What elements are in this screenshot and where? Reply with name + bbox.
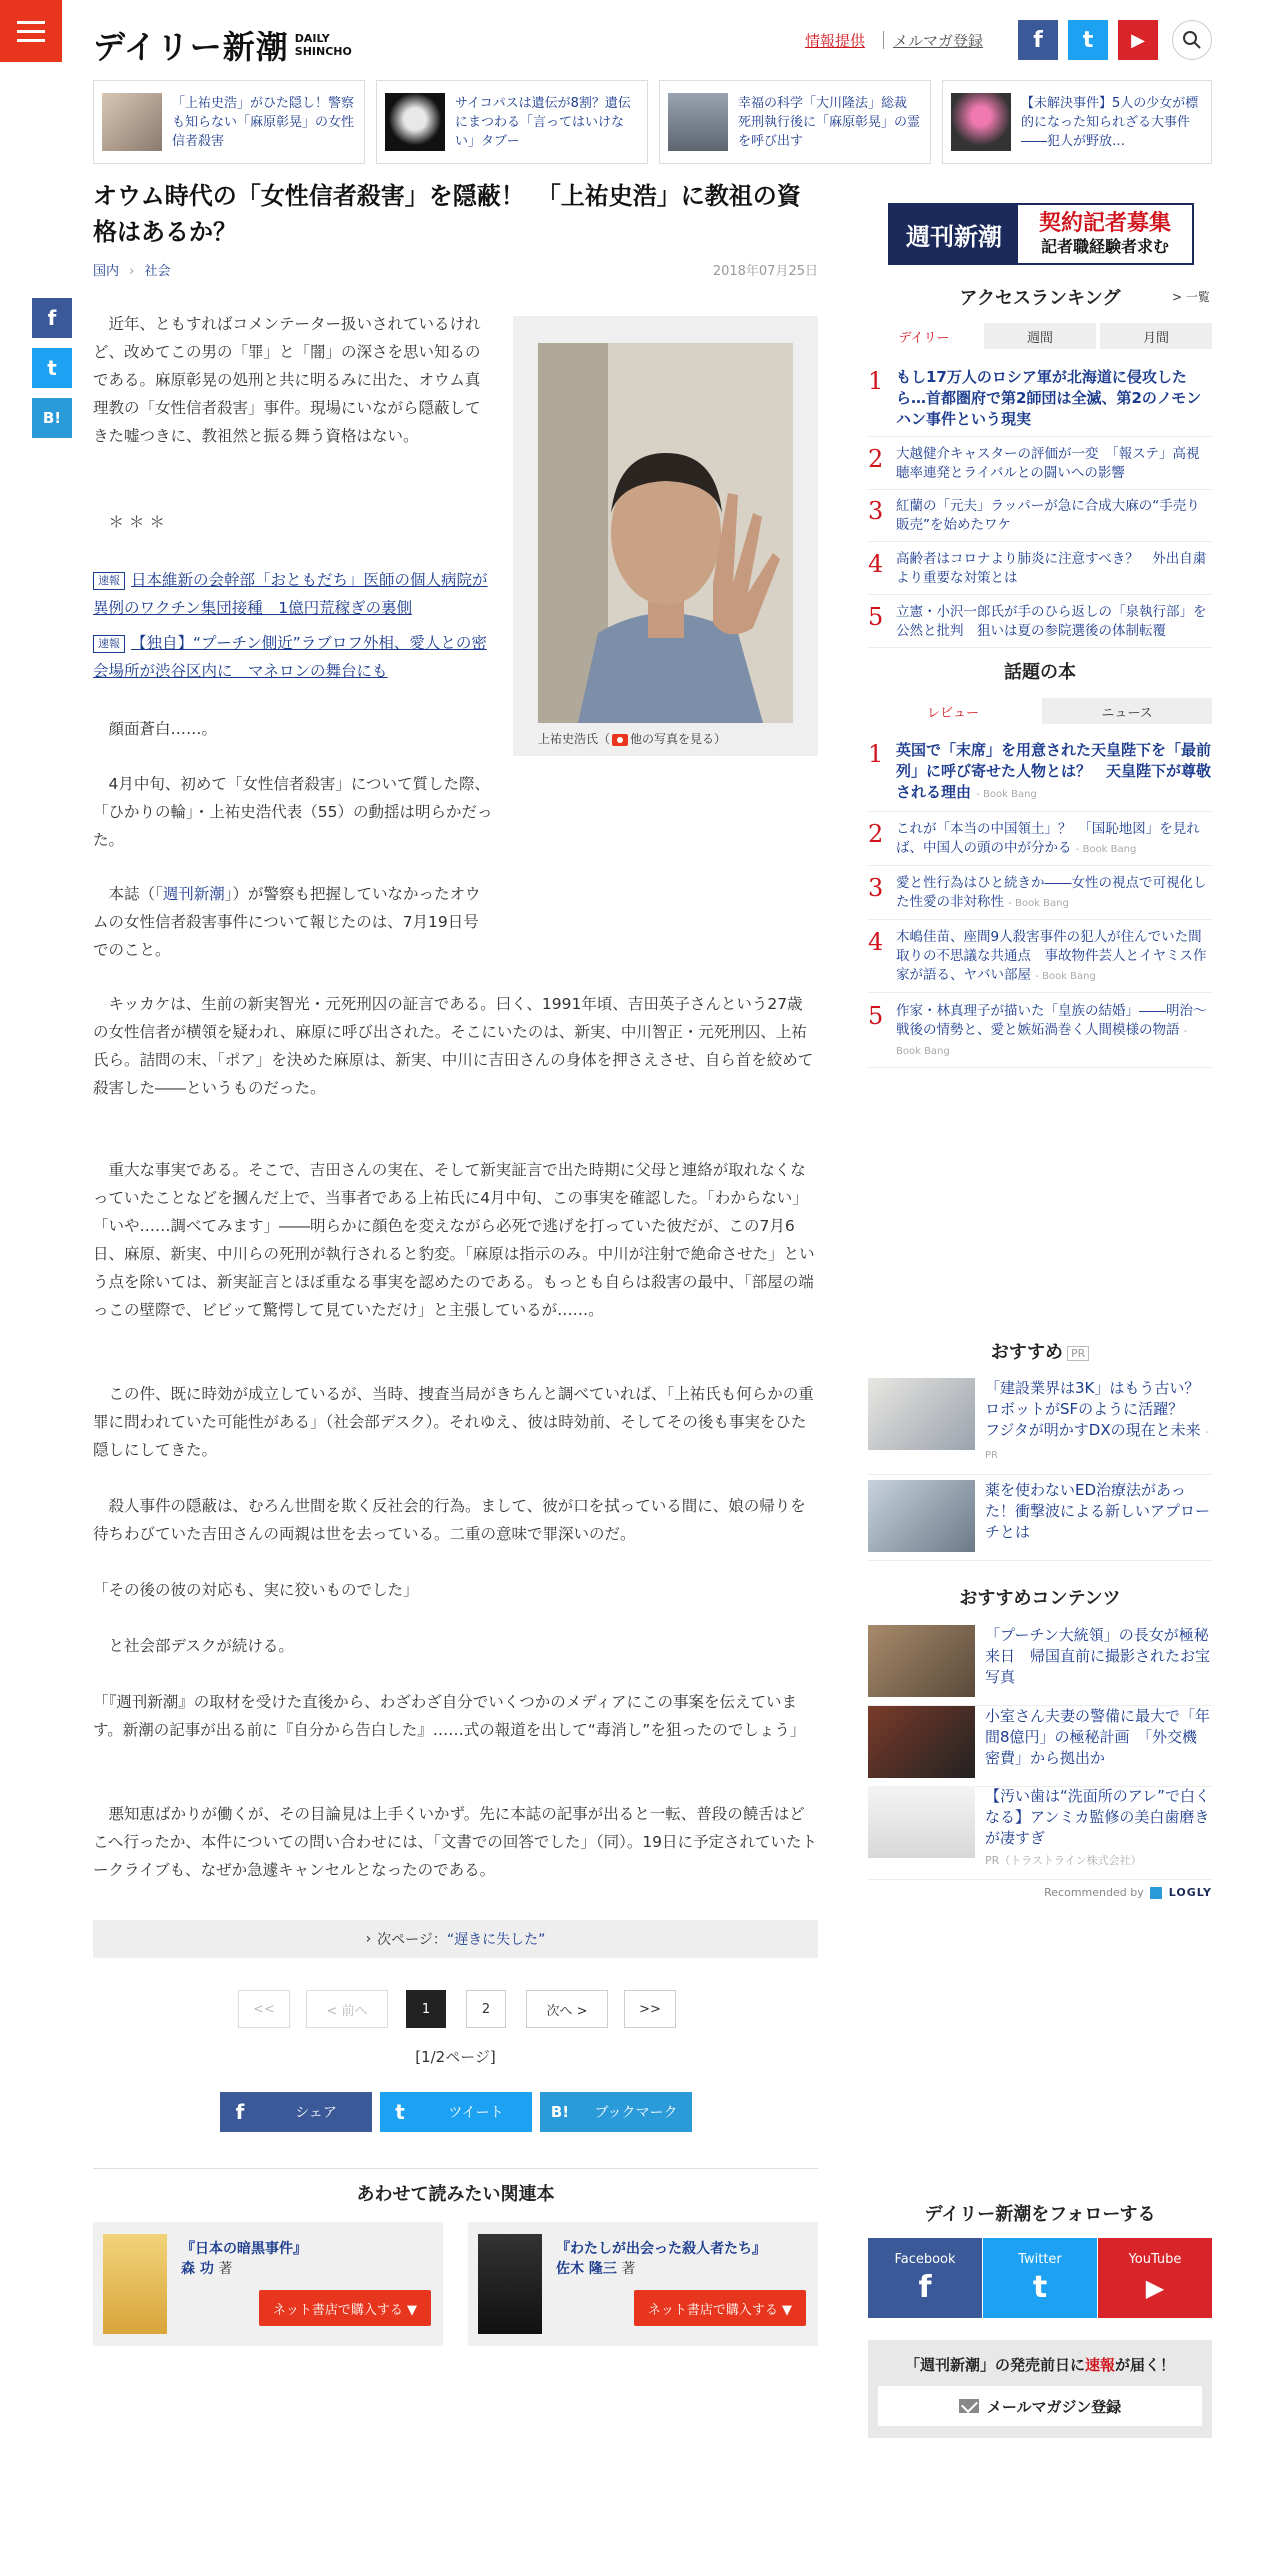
facebook-share-icon[interactable]: f xyxy=(32,298,72,338)
content-text: 小室さん夫妻の警備に最大で「年間8億円」の極秘計画 「外交機密費」から拠出か xyxy=(985,1707,1211,1767)
content-text: 「プーチン大統領」の長女が極秘来日 帰国直前に撮影されたお宝写真 xyxy=(985,1626,1211,1686)
book-item-text: 愛と性行為はひと続きか――女性の視点で可視化した性愛の非対称性 xyxy=(896,875,1207,910)
recommend-title-text: おすすめ xyxy=(990,1342,1063,1363)
search-button[interactable] xyxy=(1172,20,1212,60)
featured-thumbnail xyxy=(385,93,445,151)
ranking-title: アクセスランキング xyxy=(959,288,1121,309)
recommend-item[interactable] xyxy=(868,1480,1212,1561)
follow-label: YouTube xyxy=(1128,2251,1182,2267)
recommend-thumbnail xyxy=(868,1378,975,1450)
source-tag: - Book Bang xyxy=(896,1026,1188,1057)
article-paragraph: 悪知恵ばかりが働くが、その目論見は上手くいかず。先に本誌の記事が出ると一転、普段の饒舌はどこへ行ったか、本件についての問い合わせには、「文書での回答でした」（同）。19日に予定されていたトークライブも、なぜか急遽キャンセルとなったのである。 xyxy=(93,1805,818,1879)
facebook-icon: f xyxy=(235,2100,245,2124)
rank-number: 4 xyxy=(868,550,884,578)
article-paragraph: と社会部デスクが続ける。 xyxy=(108,1637,294,1655)
content-thumbnail xyxy=(868,1786,975,1858)
author-suffix: 著 xyxy=(218,2261,233,2277)
recruit-banner[interactable] xyxy=(888,203,1194,265)
follow-facebook[interactable] xyxy=(868,2238,982,2318)
book-item-title xyxy=(896,874,1212,913)
article-quote: 「『週刊新潮』の取材を受けた直後から、わざわざ自分でいくつかのメディアにこの事案を伝えています。新潮の記事が出る前に『自分から告白した』……式の報道を出して“毒消し”を狙ったのでしょう」 xyxy=(93,1693,806,1739)
book-cover[interactable] xyxy=(103,2234,167,2334)
related-book-card xyxy=(93,2222,443,2346)
page-count: [1/2ページ] xyxy=(415,2048,496,2066)
follow-label: Twitter xyxy=(1018,2251,1062,2267)
breaking-news-link[interactable]: 日本維新の会幹部「おともだち」医師の個人病院が異例のワクチン集団接種 1億円荒稼ぎの裏側 xyxy=(93,571,488,617)
newsletter-signup-button[interactable] xyxy=(878,2386,1202,2426)
paragraph-text: 」）が警察も把握していなかったオウムの女性信者殺害事件について報じたのは、7月19日号でのこと。 xyxy=(93,885,481,959)
tab-review[interactable]: レビュー xyxy=(868,698,1038,724)
featured-title: 「上祐史浩」がひた隠し！警察も知らない「麻原彰晃」の女性信者殺害 xyxy=(172,95,355,149)
pr-badge: PR xyxy=(1067,1346,1089,1361)
menu-line xyxy=(17,30,45,33)
recruit-headline: 契約記者募集 xyxy=(1038,211,1171,236)
breadcrumb-domestic[interactable]: 国内 xyxy=(93,264,120,279)
pager-next[interactable]: 次へ > xyxy=(526,1990,608,2028)
book-author xyxy=(181,2258,232,2278)
chevron-right-icon: › xyxy=(129,264,135,279)
ranking-item[interactable] xyxy=(868,445,1212,490)
pager-prev[interactable]: < 前へ xyxy=(306,1990,388,2028)
recruit-brand: 週刊新潮 xyxy=(890,205,1018,263)
youtube-icon[interactable]: ▶ xyxy=(1118,20,1158,60)
featured-title: 幸福の科学「大川隆法」総裁 死刑執行後に「麻原彰晃」の霊を呼び出す xyxy=(738,95,921,149)
featured-card[interactable] xyxy=(93,80,365,164)
facebook-share-button[interactable] xyxy=(220,2092,372,2132)
ranking-more-link[interactable]: > 一覧 xyxy=(1172,290,1210,304)
caption-text: ） xyxy=(714,732,727,746)
tab-daily[interactable]: デイリー xyxy=(868,323,980,349)
twitter-share-icon[interactable]: t xyxy=(32,348,72,388)
content-thumbnail xyxy=(868,1706,975,1778)
article-paragraph: 殺人事件の隠蔽は、むろん世間を欺く反社会的行為。まして、彼が口を拭っている間に、娘の帰りを待ちわびていた吉田さんの両親は世を去っている。二重の意味で罪深いのだ。 xyxy=(93,1497,806,1543)
article-paragraph: 重大な事実である。そこで、吉田さんの実在、そして新実証言で出た時期に父母と連絡が取れなくなっていたことなどを摑んだ上で、当事者である上祐氏に4月中旬、この事実を確認した。「わからない」「いや……調べてみます」――明らかに顔色を変えながら必死で逃げを打っていた彼だが、この7月6日、麻原、新実、中川らの死刑が執行されると豹変。「麻原は指示のみ。中川が注射で絶命させた」という点を除いては、新実証言とほぼ重なる事実を認めたのである。もっとも自らは殺害の最中、「部屋の端っこの壁際で、ビビッて驚愕して見ていただけ」と主張しているが……。 xyxy=(93,1161,815,1319)
book-item-text: これが「本当の中国領土」？ 「国恥地図」を見れば、中国人の頭の中が分かる xyxy=(896,821,1200,856)
book-item-text: 木嶋佳苗、座間9人殺害事件の犯人が住んでいた間取りの不思議な共通点 事故物件芸人とイヤミス作家が語る、ヤバい部屋 xyxy=(896,929,1207,983)
tab-monthly[interactable]: 月間 xyxy=(1100,323,1212,349)
content-text xyxy=(985,1786,1212,1871)
breaking-tag: 速報 xyxy=(93,572,125,590)
breaking-news-link[interactable]: 【独自】“プーチン側近”ラブロフ外相、愛人との密会場所が渋谷区内に マネロンの舞台にも xyxy=(93,634,487,680)
author-name: 佐木 隆三 xyxy=(556,2261,617,2277)
ranking-item[interactable] xyxy=(868,497,1212,542)
tab-weekly[interactable]: 週間 xyxy=(984,323,1096,349)
rank-title: 紅蘭の「元夫」ラッパーが急に合成大麻の“手売り販売”を始めたワケ xyxy=(896,498,1200,533)
article-paragraph: この件、既に時効が成立しているが、当時、捜査当局がきちんと調べていれば、「上祐氏も何らかの重罪に問われていた可能性がある」（社会部デスク）。それゆえ、彼は時効前、そしてその後も事実をひた隠しにしてきた。 xyxy=(93,1385,814,1459)
lead-text: 「週刊新潮」の発売前日に xyxy=(904,2356,1085,2374)
recommend-title xyxy=(868,1338,1212,1364)
content-title: おすすめコンテンツ xyxy=(959,1588,1121,1609)
site-logo[interactable] xyxy=(93,22,352,68)
next-page-title: “遅きに失した” xyxy=(446,1932,546,1948)
article-paragraph: 顔面蒼白……。 xyxy=(108,720,218,738)
more-photos-link[interactable]: 他の写真を見る xyxy=(630,732,715,746)
portrait-image xyxy=(538,343,793,723)
hatena-bookmark-button[interactable] xyxy=(540,2092,692,2132)
content-thumbnail xyxy=(868,1625,975,1697)
recommend-text xyxy=(985,1378,1212,1466)
pager-first[interactable]: << xyxy=(238,1990,290,2028)
newsletter-button-label: メールマガジン登録 xyxy=(986,2397,1122,2416)
featured-card[interactable] xyxy=(942,80,1212,164)
book-item-title xyxy=(896,1002,1212,1061)
facebook-icon[interactable]: f xyxy=(1018,20,1058,60)
rank-number: 2 xyxy=(868,445,884,473)
breaking-tag: 速報 xyxy=(93,635,125,653)
content-item[interactable] xyxy=(868,1786,1212,1880)
logly-brand: LOGLY xyxy=(1168,1886,1212,1899)
book-item-title xyxy=(896,820,1212,859)
lead-text: が届く！ xyxy=(1115,2356,1176,2374)
recommend-item[interactable] xyxy=(868,1378,1212,1475)
follow-title: デイリー新潮をフォローする xyxy=(924,2204,1156,2225)
section-divider: ＊ ＊ ＊ xyxy=(108,513,165,531)
rank-title: 大越健介キャスターの評価が一変 「報ステ」高視聴率連発とライバルとの闘いへの影響 xyxy=(896,446,1200,481)
buy-online-button[interactable]: ネット書店で購入する ▼ xyxy=(259,2290,431,2326)
pr-label: - PR xyxy=(985,1427,1210,1461)
rank-number: 3 xyxy=(868,497,884,525)
author-suffix: 著 xyxy=(621,2261,636,2277)
ranking-item[interactable] xyxy=(868,367,1212,437)
pager-page-1[interactable]: 1 xyxy=(406,1990,446,2028)
mail-icon xyxy=(959,2399,979,2413)
newsletter-box xyxy=(868,2340,1212,2438)
menu-button[interactable] xyxy=(0,0,62,62)
book-item[interactable] xyxy=(868,820,1212,866)
newsletter-link[interactable]: メルマガ登録 xyxy=(893,32,984,50)
article-quote: 「その後の彼の対応も、実に狡いものでした」 xyxy=(93,1581,419,1599)
lead-highlight: 速報 xyxy=(1084,2356,1115,2374)
share-label: シェア xyxy=(295,2105,337,2121)
featured-thumbnail xyxy=(102,93,162,151)
breadcrumb-society[interactable]: 社会 xyxy=(144,264,171,279)
book-item[interactable] xyxy=(868,1002,1212,1068)
book-author xyxy=(556,2258,635,2278)
logo-text: デイリー新潮 xyxy=(93,28,289,66)
content-title-text: 【汚い歯は“洗面所のアレ”で白くなる】アンミカ監修の美白歯磨きが凄すぎ xyxy=(985,1787,1210,1847)
next-page-bar[interactable] xyxy=(93,1920,818,1958)
book-title[interactable]: 『日本の暗黒事件』 xyxy=(181,2241,307,2257)
related-books-title: あわせて読みたい関連本 xyxy=(356,2184,555,2205)
recruit-subline: 記者職経験者求む xyxy=(1040,237,1169,256)
logly-icon xyxy=(1150,1887,1162,1899)
info-link[interactable]: 情報提供 xyxy=(805,32,866,50)
next-page-label: 次ページ： xyxy=(377,1932,447,1948)
caption-text: 上祐史浩氏（ xyxy=(538,732,611,746)
ranking-item[interactable] xyxy=(868,603,1212,648)
header-divider xyxy=(883,31,884,49)
article-date: 2018年07月25日 xyxy=(712,264,818,279)
menu-line xyxy=(17,39,45,42)
recommend-title-text: 「建設業界は3K」はもう古い？ ロボットがSFのように活躍？ フジタが明かすDXの現在と未来 xyxy=(985,1379,1201,1439)
rank-title: 高齢者はコロナより肺炎に注意すべき？ 外出自粛より重要な対策とは xyxy=(896,551,1207,586)
breadcrumb xyxy=(93,260,171,279)
pager-page-2[interactable]: 2 xyxy=(466,1990,506,2028)
recommend-thumbnail xyxy=(868,1480,975,1552)
twitter-share-button[interactable] xyxy=(380,2092,532,2132)
logo-en-line: SHINCHO xyxy=(294,45,352,58)
twitter-icon[interactable]: t xyxy=(1068,20,1108,60)
content-item[interactable] xyxy=(868,1706,1212,1787)
source-tag: - Book Bang xyxy=(1075,844,1137,855)
book-item[interactable] xyxy=(868,928,1212,993)
chevron-right-icon: › xyxy=(365,1931,372,1947)
rank-number: 5 xyxy=(868,1002,884,1030)
logo-en-line: DAILY xyxy=(294,32,330,45)
recruit-message xyxy=(1018,205,1192,263)
credit-text: Recommended by xyxy=(1044,1886,1144,1899)
featured-card[interactable] xyxy=(659,80,931,164)
rank-number: 3 xyxy=(868,874,884,902)
rank-number: 4 xyxy=(868,928,884,956)
rank-title: 立憲・小沢一郎氏が手のひら返しの「泉執行部」を公然と批判 狙いは夏の参院選後の体制転覆 xyxy=(896,604,1207,639)
facebook-icon: f xyxy=(918,2269,932,2305)
recommend-title-text: 薬を使わないED治療法があった！衝撃波による新しいアプローチとは xyxy=(985,1481,1211,1541)
article-title: オウム時代の「女性信者殺害」を隠蔽！ 「上祐史浩」に教祖の資格はあるか？ xyxy=(93,182,801,246)
recommend-text xyxy=(985,1480,1212,1552)
weekly-shincho-link[interactable]: 週刊新潮 xyxy=(162,885,225,903)
featured-card[interactable] xyxy=(376,80,648,164)
featured-thumbnail xyxy=(951,93,1011,151)
article-paragraph xyxy=(93,880,493,964)
twitter-icon: t xyxy=(395,2100,405,2124)
rank-number: 1 xyxy=(868,740,884,768)
source-tag: - Book Bang xyxy=(1008,898,1069,909)
featured-thumbnail xyxy=(668,93,728,151)
book-item[interactable] xyxy=(868,874,1212,920)
rank-title: もし17万人のロシア軍が北海道に侵攻したら…首都圏府で第2師団は全滅、第2のノモンハン事件という現実 xyxy=(896,368,1202,428)
camera-icon xyxy=(612,734,628,746)
book-item-text: 作家・林真理子が描いた「皇族の結婚」――明治～戦後の情勢と、愛と嫉妬渦巻く人間模様の物語 xyxy=(896,1003,1207,1038)
logo-english xyxy=(295,32,352,58)
rank-number: 1 xyxy=(868,367,884,395)
book-item-title xyxy=(896,928,1212,986)
share-label: ブックマーク xyxy=(594,2105,678,2121)
newsletter-lead xyxy=(868,2354,1212,2375)
featured-title: 【未解決事件】5人の少女が標的になった知られざる大事件――犯人が野放… xyxy=(1021,95,1199,149)
related-divider xyxy=(93,2168,818,2169)
rank-number: 5 xyxy=(868,603,884,631)
pr-label: PR（トラストライン株式会社） xyxy=(985,1854,1142,1867)
photo-box xyxy=(513,316,818,756)
share-label: ツイート xyxy=(448,2105,504,2121)
article-paragraph: キッカケは、生前の新実智光・元死刑囚の証言である。曰く、1991年頃、吉田英子さんという27歳の女性信者が横領を疑われ、麻原に呼び出された。そこにいたのは、新実、中川智正・元死刑囚、上祐氏ら。詰問の末、「ポア」を決めた麻原は、新実、中川に吉田さんの身体を押さえさせ、自ら首を絞めて殺害した――というものだった。 xyxy=(93,995,814,1097)
article-paragraph: 4月中旬、初めて「女性信者殺害」について質した際、「ひかりの輪」・上祐史浩代表（55）の動揺は明らかだった。 xyxy=(93,775,493,849)
logly-credit[interactable] xyxy=(1020,1886,1212,1899)
hatena-icon: B! xyxy=(550,2103,570,2121)
article-paragraph: 近年、ともすればコメンテーター扱いされているけれど、改めてこの男の「罪」と「闇」の深さを思い知るのである。麻原彰晃の処刑と共に明るみに出た、オウム真理教の「女性信者殺害」事件。現場にいながら隠蔽してきた嘘つきに、教祖然と振る舞う資格はない。 xyxy=(93,315,481,445)
book-item-title xyxy=(896,740,1212,805)
search-icon xyxy=(1182,30,1202,50)
tab-news[interactable]: ニュース xyxy=(1042,698,1212,724)
source-tag: - Book Bang xyxy=(1035,971,1096,982)
youtube-icon: ▶ xyxy=(1145,2273,1165,2302)
related-book-card xyxy=(468,2222,818,2346)
buy-online-button[interactable]: ネット書店で購入する ▼ xyxy=(634,2290,806,2326)
books-title: 話題の本 xyxy=(1004,662,1076,683)
book-item-text: 英国で「末席」を用意された天皇陛下を「最前列」に呼び寄せた人物とは？ 天皇陛下が尊敬される理由 xyxy=(896,741,1212,801)
book-item[interactable] xyxy=(868,740,1212,812)
follow-twitter[interactable] xyxy=(983,2238,1097,2318)
featured-title: サイコパスは遺伝が8割？遺伝にまつわる「言ってはいけない」タブー xyxy=(455,95,631,149)
book-title[interactable]: 『わたしが出会った殺人者たち』 xyxy=(556,2241,766,2257)
content-item[interactable] xyxy=(868,1625,1212,1706)
rank-number: 2 xyxy=(868,820,884,848)
pager-last[interactable]: >> xyxy=(624,1990,676,2028)
article-photo[interactable] xyxy=(538,343,793,723)
photo-caption xyxy=(538,730,726,747)
hatena-share-icon[interactable]: B! xyxy=(32,398,72,438)
paragraph-text: 本誌（「 xyxy=(108,885,163,903)
follow-youtube[interactable] xyxy=(1098,2238,1212,2318)
follow-label: Facebook xyxy=(894,2251,956,2267)
author-name: 森 功 xyxy=(181,2261,214,2277)
book-cover[interactable] xyxy=(478,2234,542,2334)
ranking-item[interactable] xyxy=(868,550,1212,595)
twitter-icon: t xyxy=(1032,2269,1048,2305)
source-tag: - Book Bang xyxy=(976,789,1037,800)
breaking-news-item xyxy=(93,566,493,622)
menu-line xyxy=(17,21,45,24)
breaking-news-item xyxy=(93,629,493,685)
